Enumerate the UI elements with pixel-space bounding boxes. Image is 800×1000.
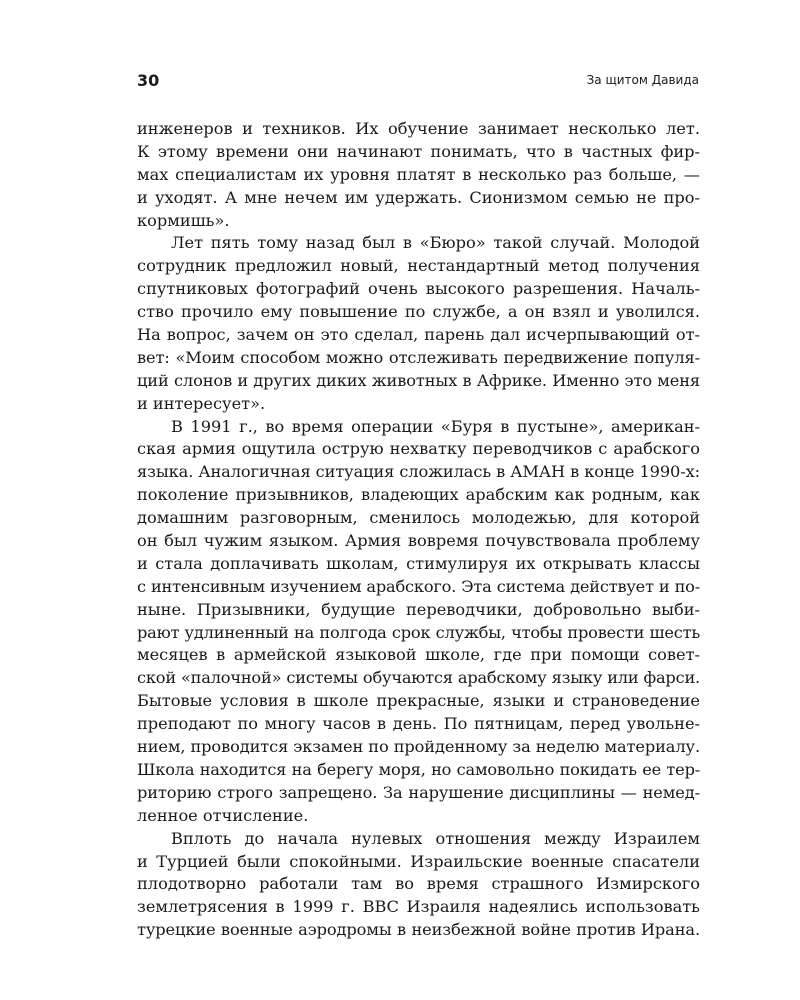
text-line: поколение призывников, владеющих арабским как родным, как [137,485,700,505]
text-line: ныне. Призывники, будущие переводчики, добровольно выби- [137,599,700,619]
text-line: инженеров и техников. Их обучение занимает несколько лет. [137,119,700,138]
text-line: сотрудник предложил новый, нестандартный метод получения [137,256,700,276]
text-line: Бытовые условия в школе прекрасные, языки и страноведение [137,691,700,711]
text-line: ленное отчисление. [137,805,309,825]
text-line: преподают по многу часов в день. По пятницам, перед увольне- [137,714,700,734]
page-number: 30 [137,71,160,90]
text-line: и уходят. А мне нечем им удержать. Сионизмом семью не про- [137,187,700,207]
text-line: На вопрос, зачем он это сделал, парень дал исчерпывающий от- [137,325,700,345]
text-line: Школа находится на берегу моря, но самовольно покидать ее тер- [137,759,700,779]
text-line: спутниковых фотографий очень высокого разрешения. Началь- [137,279,700,299]
text-line: он был чужим языком. Армия вовремя почувствовала проблему [137,531,700,551]
text-line: и Турцией были спокойными. Израильские военные спасатели [137,851,700,871]
text-line: рают удлиненный на полгода срок службы, чтобы провести шесть [137,622,700,642]
text-line: ской «палочной» системы обучаются арабскому языку или фарси. [137,668,700,688]
text-line: плодотворно работали там во время страшного Измирского [137,874,700,894]
text-line: Вплоть до начала нулевых отношения между Израилем [171,828,700,848]
text-line: риторию строго запрещено. За нарушение дисциплины — немед- [137,782,700,802]
text-line: Лет пять тому назад был в «Бюро» такой случай. Молодой [171,233,700,253]
text-line: месяцев в армейской языковой школе, где при помощи совет- [137,645,700,665]
text-line: с интенсивным изучением арабского. Эта система действует и по- [137,576,700,596]
text-line: К этому времени они начинают понимать, что в частных фир- [137,141,700,161]
text-line: нием, проводится экзамен по пройденному за неделю материалу. [137,737,700,757]
text-line: вет: «Моим способом можно отслеживать передвижение популя- [137,347,700,367]
body-text [137,118,700,942]
text-line: В 1991 г., во время операции «Буря в пустыне», американ- [171,416,700,436]
text-line: языка. Аналогичная ситуация сложилась в АМАН в конце 1990-х: [137,462,700,482]
text-line: землетрясения в 1999 г. ВВС Израиля надеялись использовать [137,897,700,917]
text-line: и интересует». [137,393,266,413]
text-line: ство прочило ему повышение по службе, а он взял и уволился. [137,302,700,322]
text-line: и стала доплачивать школам, стимулируя их открывать классы [137,553,700,573]
text-line: мах специалистам их уровня платят в несколько раз больше, — [137,164,700,184]
text-line: кормишь». [137,210,230,230]
running-title: За щитом Давида [586,73,699,87]
text-line: ская армия ощутила острую нехватку переводчиков с арабского [137,439,700,459]
text-line: ций слонов и других диких животных в Африке. Именно это меня [137,370,700,390]
text-line: турецкие военные аэродромы в неизбежной войне против Ирана. [137,920,700,940]
text-line: домашним разговорным, сменилось молодежью, для которой [137,508,700,528]
